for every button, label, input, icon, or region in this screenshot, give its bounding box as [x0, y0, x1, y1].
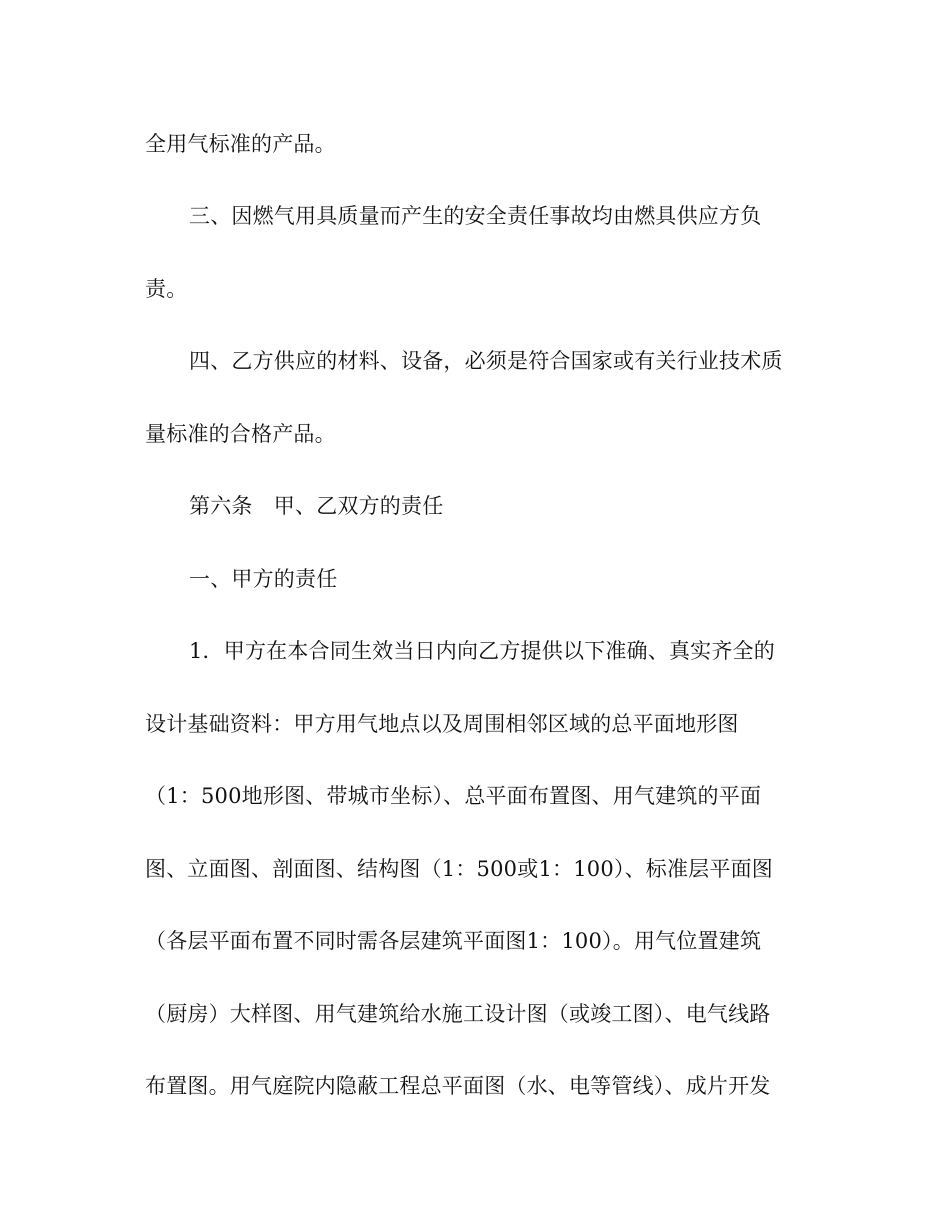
text-line: 全用气标准的产品。 — [145, 132, 336, 156]
text-line: 量标准的合格产品。 — [145, 422, 336, 446]
text-line: 四、乙方供应的材料、设备，必须是符合国家或有关行业技术质 — [189, 349, 783, 373]
text-line: 责。 — [145, 277, 188, 301]
text-line: 设计基础资料：甲方用气地点以及周围相邻区域的总平面地形图 — [145, 712, 739, 736]
text-line: （各层平面布置不同时需各层建筑平面图1：100）。用气位置建筑 — [145, 929, 762, 953]
text-line: （1：500地形图、带城市坐标）、总平面布置图、用气建筑的平面 — [145, 784, 762, 808]
text-line: （厨房）大样图、用气建筑给水施工设计图（或竣工图）、电气线路 — [145, 1002, 771, 1026]
text-line: 三、因燃气用具质量而产生的安全责任事故均由燃具供应方负 — [189, 204, 762, 228]
section-heading: 第六条 甲、乙双方的责任 — [189, 494, 444, 518]
text-line: 布置图。用气庭院内隐蔽工程总平面图（水、电等管线）、成片开发 — [145, 1074, 771, 1098]
text-line: 1．甲方在本合同生效当日内向乙方提供以下准确、真实齐全的 — [189, 639, 775, 663]
subsection-heading: 一、甲方的责任 — [189, 567, 338, 591]
text-line: 图、立面图、剖面图、结构图（1：500或1：100）、标准层平面图 — [145, 857, 773, 881]
